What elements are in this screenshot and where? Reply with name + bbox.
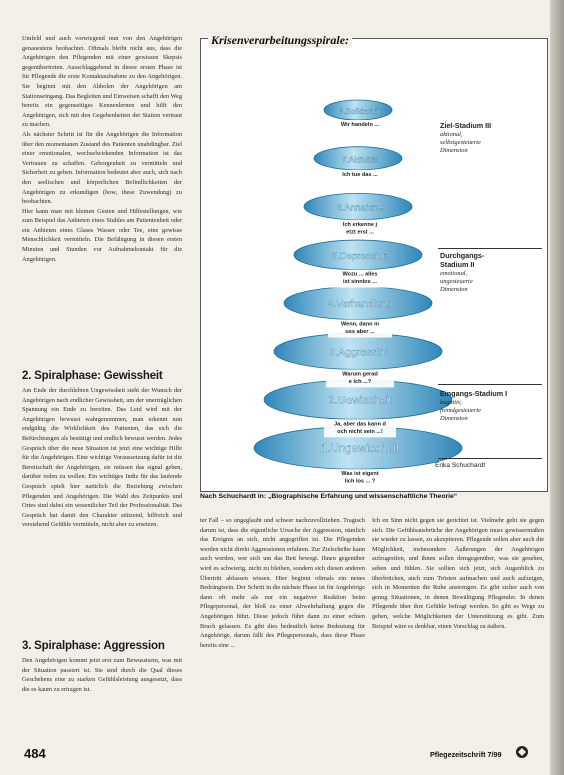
intro-paragraph-3: Hier kann man mit kleinen Gesten und Hilfestellungen, wie zum Beispiel das Anbieten eines Stuhles am Patientenbett oder ein Anbieten eines Glases Wasser oder Tee, eine gewisse Menschlichkeit vermitteln. Die Befähigung in diesen ersten Minuten und Stunden vor Aufnahmekontakt für die Angehörigen.	[22, 207, 182, 263]
divider	[438, 458, 542, 459]
stage-quote: Ich erkenne j etzt erst ...	[342, 221, 378, 236]
section-heading-aggression: 3. Spiralphase: Aggression	[22, 640, 165, 652]
stadium-3-desc-2: selbstgesteuerte	[440, 139, 481, 146]
stage-label: 8.Solidarität	[338, 107, 382, 116]
stadium-3-desc-1: aktional,	[440, 131, 463, 138]
stage-quote: Wir handeln ...	[340, 122, 380, 128]
stage-label: 7.Aktivität	[341, 154, 379, 165]
stadium-2-desc-2: ungesteuerte	[440, 278, 473, 285]
stadium-1-label	[440, 390, 507, 423]
section-3-body: Den Angehörigen kommt jetzt erst zum Bewusstsein, was mit der Situation passiert ist. Sie sind durch die Qual dieses Geschehens eine zu starken Gefühlsleistung ausgesetzt, dass die es kaum zu ertragen ist.	[22, 657, 182, 693]
stage-label: 6.Annahme	[336, 202, 384, 213]
stadium-1-desc-3: Dimension	[440, 415, 468, 422]
divider	[438, 248, 542, 249]
stadium-1-desc-1: kognitiv,	[440, 399, 462, 406]
left-column	[22, 34, 182, 264]
page-edge-shadow	[550, 0, 564, 775]
journal-footer: Pflegezeitschrift 7/99	[430, 750, 502, 759]
stadium-2-label	[440, 252, 484, 294]
right-column: Ich en Sinn nicht gegen sie gerichtet ist. Vielmehr geht sie gegen sich. Die Gefühlsausbrüche der Angehörigen muss gewissermaßen sie wieder zu lassen, zu akzeptieren. Pflegende sollen aber auch die Möglichkeit, insbesondere Äußerungen der Angehörigen aufzugreifen, und ihnen sollen demgegenüber, was sie gesehen, sehen und fühlen. Sie sollten sich jetzt, sich Augenblick zu überbrücken, auch zum Trösten aufmachen und auch aufzeigen, sich in Momenten die Ruhe anstrengen. Es gibt sicher auch von genug Situationen, in denen Bewältigung Pflegender. In denen Pflegende über ihre Gefühle befragt werden. So gibt es Wege zu gehen, welche Möglichkeiten der Unterstützung es gibt. Zum Beispiel wäre es denkbar, einen Vorschlag zu äußern.	[372, 517, 544, 630]
stadium-3-title: Ziel-Stadium III	[440, 121, 492, 130]
stage-label: 1.Ungewissheit	[321, 443, 399, 455]
stage-label: 5.Depression	[332, 250, 388, 262]
journal-logo-icon	[515, 745, 529, 759]
page-number: 484	[24, 746, 46, 761]
stadium-2-title-2: Stadium II	[440, 260, 475, 269]
mid-column: ter Fall – so ungeglaubt und schwer nachzuvollziehen. Tragisch darum ist, dass die eigentliche Ursache der Aggression, nämlich das Ereignis an sich, nicht angegriffen ist. Die Pflegenden werden nicht direkt Aggressionen erfahren. Zur Zielscheibe kann auch werden, wer sich um das Bett bewegt. Ihnen gegenüber wird es schwierig, nicht zu bleiben, sondern sich diesen anderen Übertritt abfassen wissen. Hier beginnt oftmals ein neues Bedrängtsein. Der Schritt in die nächste Phase ist für Angehörige dann oft mehr als nur ein negativer Reaktion beim Pflegepersonal, der bloß zu einer Abwehrhaltung gegen die Angehörigen führt. Diese jedoch führt dann zu einer echten Bruch gelassen. Es gibt dies bedeutlich keine Bedeutung für Angehörige, darum fällt des Pflegepersonals, dass diese Phase bereits eine ...	[200, 517, 365, 649]
stadium-2-title: Durchgangs-	[440, 251, 485, 260]
divider	[438, 384, 542, 385]
section-heading-gewissheit: 2. Spiralphase: Gewissheit	[22, 370, 163, 382]
figure-caption: Nach Schuchardt in: „Biographische Erfahrung und wissenschaftliche Theorie“	[200, 493, 458, 500]
section-2-body: Am Ende der durchlebten Ungewissheit steht der Wunsch der Angehörigen nach endlicher Gewissheit, um der unerträglichen Spannung ein Ende zu bereiten. Das Leid wird mit der Angehörigen bewusst wahrgenommen, man erkennt nun endgültig die Wirklichkeit des Patienten, das sich die Befürchtungen als bestätigt und endlich bewusst werden. Jedes Gespräch über die neue Situation ist jetzt eine wichtige Hilfe für die Angehörigen. Eine wichtige Voraussetzung dafür ist die Bereitschaft der Angehörigen, sie müssen das signal geben, darüber reden zu wollen. Ein wichtiges Indiz für das laufende Gespräch spielt hier natürlich die Beziehung zwischen Pflegenden und Angehörigen. Die Wahl des Zeitpunkts und Ortes sind dabei ein wesentlicher Teil der Professionalität. Das Gespräch hat damit den Charakter stützend, hilfreich und verstehend Gefühle vermitteln, nicht aber zu ersetzen.	[22, 387, 182, 529]
stadium-1-title: Eingangs-Stadium I	[440, 389, 508, 398]
stadium-3-label	[440, 122, 491, 155]
figure-credit: Erika Schuchardt	[435, 462, 486, 469]
stadium-2-desc-1: emotional,	[440, 270, 468, 277]
stage-quote: Warum gerad e ich ...?	[342, 371, 378, 385]
stadium-3-desc-3: Dimension	[440, 147, 468, 154]
stage-label: 4.Verhandlung	[327, 299, 393, 311]
intro-paragraph-2: Als nächster Schritt ist für die Angehörigen die Information über den momentanen Zustand des Patienten unabdingbar. Ziel einer emotionalen, wechselwirkenden Information ist das Vertrauen zu schaffen. Geborgenheit zu vermitteln und Sicherheit zu geben. Information bedeutet aber auch, sich nach den seelischen und körperlichen Befindlichkeiten der Angehörigen zu erkundigen (how, these Zuwendung) zu beobachten.	[22, 130, 182, 206]
figure-title: Krisenverarbeitungsspirale:	[208, 33, 352, 48]
stage-quote: Wenn, dann m uss aber ...	[340, 321, 380, 336]
stadium-1-desc-2: fremdgesteuerte	[440, 407, 481, 414]
stage-quote: Ich tue das ...	[342, 171, 378, 178]
stadium-2-desc-3: Dimension	[440, 286, 468, 293]
stage-label: 2.Gewissheit	[328, 394, 392, 407]
stage-label: 3.Aggression	[329, 346, 391, 359]
stage-quote: Wozu ... alles ist sinnlos ...	[342, 271, 378, 286]
intro-paragraph-1: Umfeld und auch vorwiegend nun von den Angehörigen genauestens beobachtet. Oftmals bleibt nicht aus, dass die Angehörigen den Pflegenden mit einer gewissen Skepsis gegenübertreten. Ausschlaggebend in dieser ersten Phase ist für Pflegende die erste Kontaktaufnahme zu den Angehörigen. Sie beginnt mit den Abholen der Angehörigen am Stationseingang. Das Begleiten und Einweisen schafft den Weg bereits ein gegenseitiges Kennenlernen und hilft den Angehörigen, sich mit den Gegebenheiten der Station vertraut zu machen.	[22, 35, 182, 129]
stage-quote: Ja, aber das kann d och nicht sein ...!	[334, 421, 386, 435]
stage-quote: Was ist eigent lich los ... ?	[341, 471, 379, 485]
